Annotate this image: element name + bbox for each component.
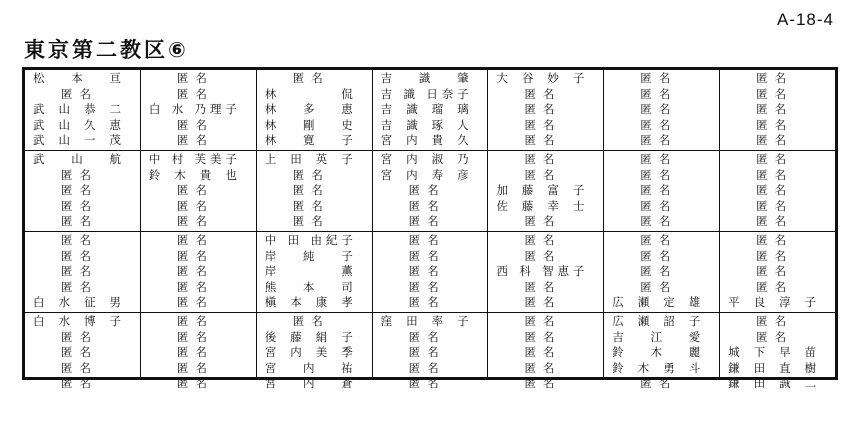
- name-entry: 匿名: [408, 360, 439, 375]
- name-entry: 匿名: [408, 264, 439, 279]
- name-entry: 後 藤 絹 子: [264, 329, 353, 344]
- name-entry: 吉 江 愛: [612, 329, 701, 344]
- name-entry: 匿名: [176, 86, 207, 101]
- name-entry: 匿名: [408, 214, 439, 229]
- name-entry: 匿名: [524, 117, 555, 132]
- name-entry: 武 山 一 茂: [33, 133, 121, 148]
- name-entry: 匿名: [756, 313, 787, 328]
- name-entry: 林 多 恵: [264, 102, 353, 117]
- name-block: [257, 150, 372, 231]
- name-entry: 吉 識 琢 人: [380, 117, 469, 132]
- name-entry: 鈴 木 勇 斗: [612, 360, 701, 375]
- name-entry: 匿名: [61, 360, 91, 375]
- name-entry: 鈴 木 貴 也: [148, 167, 237, 182]
- name-entry: 匿名: [756, 102, 787, 117]
- name-entry: 匿名: [756, 248, 787, 263]
- name-entry: 匿名: [640, 214, 671, 229]
- page-code: A-18-4: [776, 10, 834, 29]
- name-entry: 吉 識 日奈子: [380, 86, 469, 101]
- name-entry: 匿名: [176, 264, 207, 279]
- name-entry: 匿名: [640, 117, 671, 132]
- name-block: [604, 150, 719, 231]
- name-entry: 武 山 恭 二: [33, 102, 121, 117]
- name-block: [141, 312, 256, 393]
- name-entry: 匿名: [524, 313, 555, 328]
- name-entry: 匿名: [292, 198, 323, 213]
- name-entry: 匿名: [408, 329, 439, 344]
- name-entry: 匿名: [640, 133, 671, 148]
- name-entry: 匿名: [408, 376, 439, 391]
- name-entry: 匿名: [176, 345, 207, 360]
- name-entry: 匿名: [524, 279, 555, 294]
- name-entry: 匿名: [756, 71, 787, 85]
- name-entry: 匿名: [640, 151, 671, 166]
- name-entry: 中 田 由紀子: [264, 232, 353, 247]
- name-entry: 宮 内 貴 久: [380, 133, 469, 148]
- name-entry: 匿名: [756, 198, 787, 213]
- name-entry: 匿名: [61, 248, 91, 263]
- table-column: [372, 70, 488, 391]
- name-entry: 匿名: [756, 214, 787, 229]
- name-entry: 匿名: [61, 86, 91, 101]
- name-entry: 大 谷 妙 子: [496, 71, 585, 85]
- name-entry: 匿名: [756, 151, 787, 166]
- name-entry: 匿名: [524, 102, 555, 117]
- name-entry: 槇 本 康 孝: [264, 295, 353, 310]
- name-block: [488, 312, 603, 393]
- name-entry: 鎌 田 直 樹: [728, 360, 817, 375]
- name-entry: 匿名: [408, 345, 439, 360]
- name-block: [488, 70, 603, 150]
- name-entry: 匿名: [176, 279, 207, 294]
- name-entry: 武 山 航: [33, 151, 121, 166]
- name-entry: 匿名: [408, 198, 439, 213]
- name-entry: 西 科 智恵子: [496, 264, 585, 279]
- name-entry: 宮 内 淑 乃: [380, 151, 469, 166]
- name-entry: 匿名: [524, 329, 555, 344]
- name-block: [257, 231, 372, 312]
- name-entry: 吉 識 瑠 璃: [380, 102, 469, 117]
- name-entry: 匿名: [524, 345, 555, 360]
- name-block: [141, 231, 256, 312]
- name-entry: 匿名: [640, 264, 671, 279]
- name-entry: 城 下 早 苗: [728, 345, 817, 360]
- name-entry: 匿名: [640, 248, 671, 263]
- name-block: [141, 150, 256, 231]
- name-entry: 宮 内 寿 彦: [380, 167, 469, 182]
- name-entry: 匿名: [61, 264, 91, 279]
- name-entry: 中 村 芙美子: [148, 151, 237, 166]
- name-entry: 鎌 田 誠 二: [728, 376, 817, 391]
- name-entry: 匿名: [524, 214, 555, 229]
- name-entry: 吉 識 肇: [380, 71, 469, 85]
- name-entry: 熊 本 司: [264, 279, 353, 294]
- name-entry: 白 水 征 男: [33, 295, 121, 310]
- table-column: [603, 70, 719, 391]
- name-entry: 宮 内 祐: [264, 360, 353, 375]
- name-entry: 匿名: [61, 279, 91, 294]
- name-entry: 匿名: [756, 183, 787, 198]
- name-entry: 匿名: [524, 151, 555, 166]
- name-entry: 匿名: [176, 71, 207, 85]
- name-entry: 林 侃: [264, 86, 353, 101]
- donor-name-table: [22, 67, 838, 391]
- name-entry: 匿名: [408, 183, 439, 198]
- table-column: [140, 70, 256, 391]
- name-entry: 匿名: [176, 360, 207, 375]
- name-entry: 匿名: [61, 198, 91, 213]
- name-entry: 匿名: [176, 313, 207, 328]
- name-block: [604, 231, 719, 312]
- name-entry: 上 田 英 子: [264, 151, 353, 166]
- name-entry: 白 水 乃理子: [148, 102, 237, 117]
- name-block: [720, 231, 835, 312]
- name-entry: 匿名: [61, 329, 91, 344]
- name-entry: 匿名: [408, 232, 439, 247]
- name-entry: 林 寛 子: [264, 133, 353, 148]
- name-entry: 佐 藤 幸 士: [496, 198, 585, 213]
- name-entry: 岸 純 子: [264, 248, 353, 263]
- name-entry: 匿名: [408, 248, 439, 263]
- name-entry: 匿名: [176, 376, 207, 391]
- name-entry: 宮 内 美 季: [264, 345, 353, 360]
- name-entry: 匿名: [524, 376, 555, 391]
- name-entry: 匿名: [524, 295, 555, 310]
- name-entry: 匿名: [524, 167, 555, 182]
- name-entry: 匿名: [756, 133, 787, 148]
- name-block: [25, 70, 140, 150]
- name-entry: 匿名: [61, 167, 91, 182]
- name-entry: 窪 田 率 子: [380, 313, 469, 328]
- name-entry: 匿名: [292, 214, 323, 229]
- name-entry: 匿名: [756, 86, 787, 101]
- name-entry: 匿名: [176, 232, 207, 247]
- name-entry: 宮 内 蒼: [264, 376, 353, 391]
- name-entry: 匿名: [292, 167, 323, 182]
- name-entry: 匿名: [61, 183, 91, 198]
- name-entry: 匿名: [640, 198, 671, 213]
- name-entry: 匿名: [640, 102, 671, 117]
- name-block: [720, 150, 835, 231]
- name-entry: 匿名: [292, 71, 323, 85]
- name-entry: 匿名: [176, 248, 207, 263]
- table-column: [256, 70, 372, 391]
- name-entry: 匿名: [176, 183, 207, 198]
- name-entry: 匿名: [524, 360, 555, 375]
- page-title: 東京第二教区⑥: [24, 38, 189, 62]
- name-block: [373, 312, 488, 393]
- name-entry: 匿名: [61, 214, 91, 229]
- name-entry: 匿名: [756, 279, 787, 294]
- name-entry: 匿名: [176, 133, 207, 148]
- name-entry: 広 瀬 詔 子: [612, 313, 701, 328]
- name-block: [257, 70, 372, 150]
- name-entry: 匿名: [61, 232, 91, 247]
- name-entry: 匿名: [176, 117, 207, 132]
- name-entry: 松 本 亘: [33, 71, 121, 85]
- name-block: [373, 150, 488, 231]
- name-entry: 匿名: [408, 295, 439, 310]
- name-entry: 匿名: [408, 279, 439, 294]
- name-entry: 平 良 淳 子: [728, 295, 817, 310]
- name-block: [604, 312, 719, 393]
- name-entry: 林 剛 史: [264, 117, 353, 132]
- name-block: [488, 150, 603, 231]
- name-entry: 匿名: [756, 329, 787, 344]
- name-entry: 匿名: [61, 376, 91, 391]
- name-block: [604, 70, 719, 150]
- name-entry: 匿名: [640, 279, 671, 294]
- table-column: [487, 70, 603, 391]
- name-block: [257, 312, 372, 393]
- name-block: [373, 231, 488, 312]
- table-column: [25, 70, 140, 391]
- name-entry: 匿名: [640, 167, 671, 182]
- name-entry: 武 山 久 恵: [33, 117, 121, 132]
- name-block: [373, 70, 488, 150]
- name-block: [720, 70, 835, 150]
- name-entry: 匿名: [524, 248, 555, 263]
- name-entry: 匿名: [640, 71, 671, 85]
- name-entry: 岸 薫: [264, 264, 353, 279]
- name-entry: 鈴 木 麗: [612, 345, 701, 360]
- name-block: [25, 150, 140, 231]
- name-entry: 加 藤 富 子: [496, 183, 585, 198]
- name-entry: 匿名: [524, 232, 555, 247]
- name-entry: 匿名: [640, 232, 671, 247]
- name-entry: 匿名: [640, 183, 671, 198]
- name-entry: 匿名: [292, 183, 323, 198]
- name-block: [25, 312, 140, 393]
- name-entry: 広 瀬 定 雄: [612, 295, 701, 310]
- table-column: [719, 70, 835, 391]
- name-entry: 匿名: [292, 313, 323, 328]
- name-entry: 匿名: [756, 167, 787, 182]
- name-entry: 匿名: [176, 295, 207, 310]
- name-block: [25, 231, 140, 312]
- name-entry: 匿名: [756, 232, 787, 247]
- name-entry: 匿名: [176, 329, 207, 344]
- name-block: [141, 70, 256, 150]
- name-block: [720, 312, 835, 393]
- name-entry: 匿名: [176, 198, 207, 213]
- name-entry: 匿名: [640, 376, 671, 391]
- name-entry: 匿名: [640, 86, 671, 101]
- name-entry: 匿名: [61, 345, 91, 360]
- name-entry: 白 水 博 子: [33, 313, 121, 328]
- name-block: [488, 231, 603, 312]
- name-entry: 匿名: [524, 133, 555, 148]
- name-entry: 匿名: [524, 86, 555, 101]
- name-entry: 匿名: [756, 117, 787, 132]
- name-entry: 匿名: [756, 264, 787, 279]
- name-entry: 匿名: [176, 214, 207, 229]
